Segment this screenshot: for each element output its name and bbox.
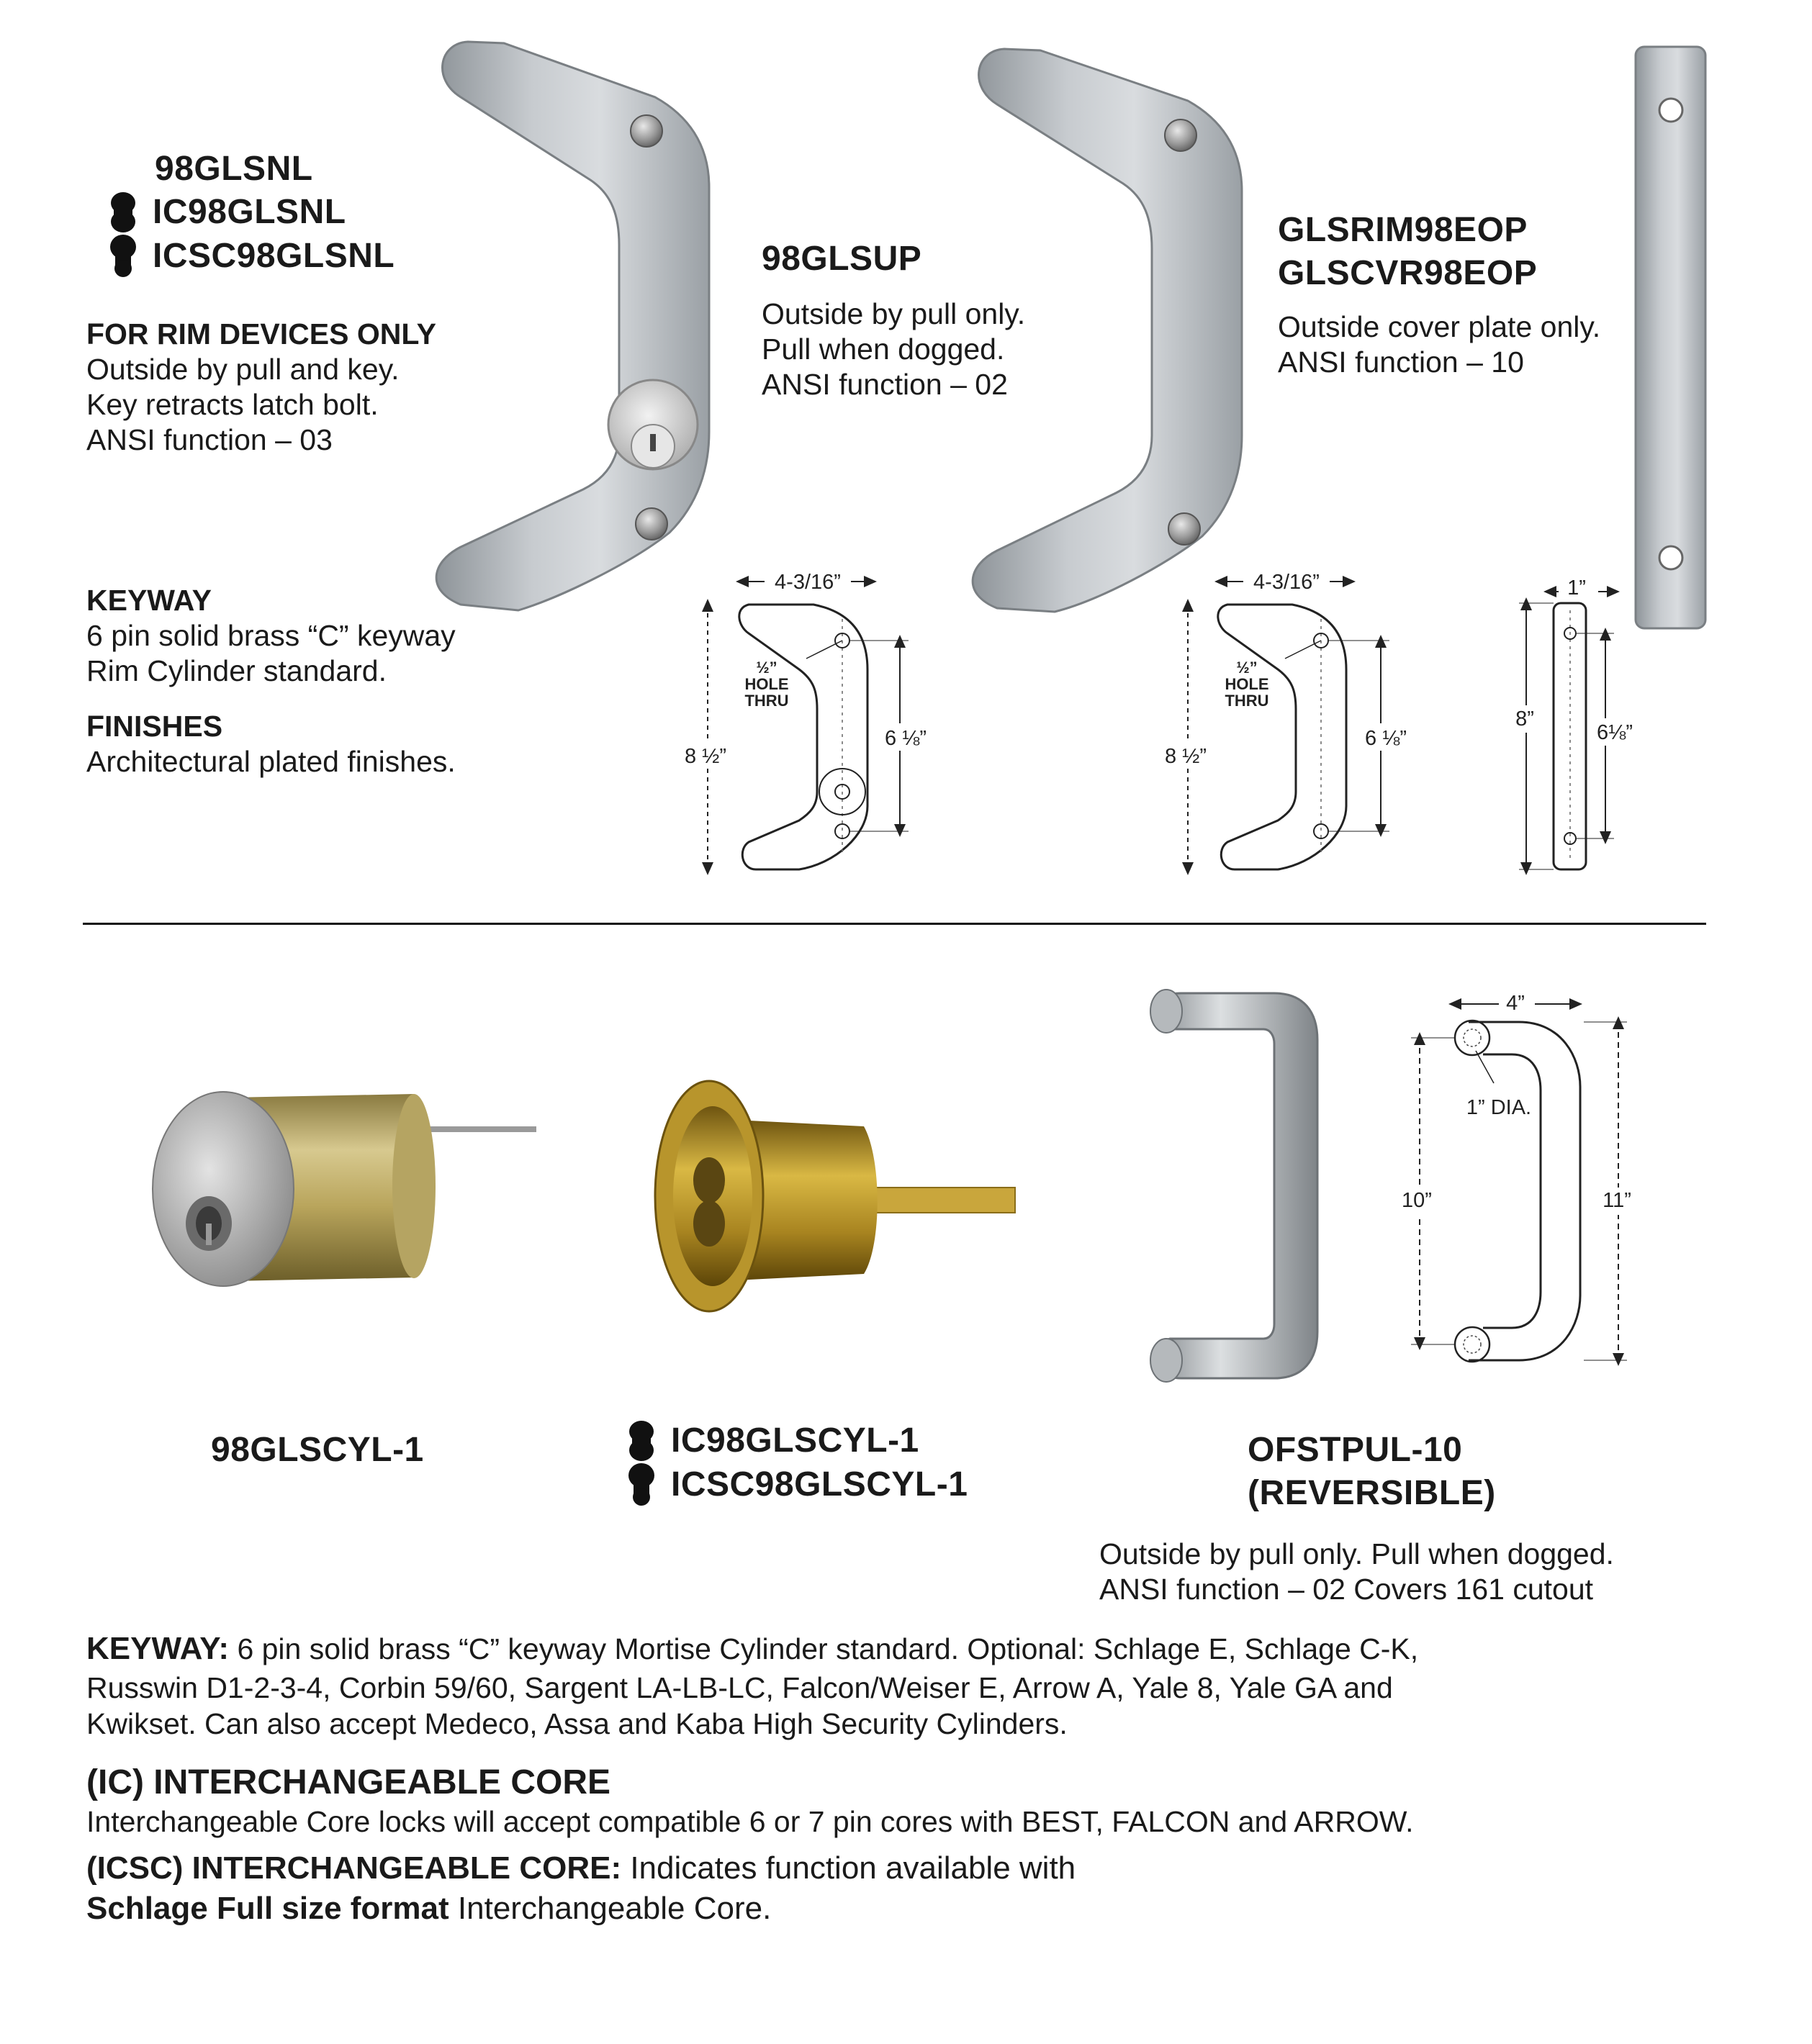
- cover-plate-image: [1636, 47, 1705, 628]
- section-divider: [83, 923, 1706, 925]
- keyway-line-2: Rim Cylinder standard.: [86, 654, 387, 687]
- diagram-2-hole-size: ½”: [1236, 659, 1258, 677]
- pull-plate-keyed-image: [436, 42, 709, 610]
- keyway-line-1: 6 pin solid brass “C” keyway: [86, 619, 456, 652]
- diagram-1-height: 8 ½”: [684, 745, 727, 768]
- bottom-product-illustrations: [0, 964, 1812, 1411]
- model-glsrim98eop: GLSRIM98EOP: [1278, 211, 1528, 249]
- diagram-2-centers: 6 ⅛”: [1364, 727, 1407, 750]
- top-dimension-diagrams: [0, 561, 1812, 885]
- offset-pull-diagram: [1398, 990, 1640, 1362]
- keyway-note: [86, 1628, 1713, 1742]
- keyway-note-label: KEYWAY:: [86, 1631, 230, 1666]
- icsc-note-heading: (ICSC) INTERCHANGEABLE CORE:: [86, 1850, 622, 1886]
- diagram-3-height: 8”: [1515, 707, 1534, 731]
- pull-diagram-centers: 10”: [1402, 1189, 1432, 1212]
- pull-diagram-height: 11”: [1603, 1189, 1631, 1212]
- model-98glsup: 98GLSUP: [762, 240, 922, 278]
- icsc-note-text-2: Interchangeable Core.: [449, 1891, 772, 1926]
- model-icsc98glscyl-1: ICSC98GLSCYL-1: [671, 1465, 968, 1503]
- diagram-1-width: 4-3/16”: [775, 571, 841, 594]
- pull-only-line-2: Pull when dogged.: [762, 333, 1005, 366]
- diagram-1-hole-size: ½”: [756, 659, 777, 677]
- keyway-heading: KEYWAY: [86, 584, 212, 617]
- finishes-heading: FINISHES: [86, 710, 223, 743]
- model-glscvr98eop: GLSCVR98EOP: [1278, 254, 1538, 292]
- pull-diagram-width: 4”: [1506, 992, 1525, 1015]
- diagram-2-width: 4-3/16”: [1253, 571, 1320, 594]
- pull-line-1: Outside by pull only. Pull when dogged.: [1099, 1537, 1614, 1570]
- diagram-1-hole-label: HOLE: [744, 675, 789, 693]
- icsc-note: [86, 1848, 1713, 1929]
- rim-line-1: Outside by pull and key.: [86, 353, 400, 386]
- diagram-3-centers: 6⅛”: [1597, 721, 1633, 744]
- keyway-note-line-3: Kwikset. Can also accept Medeco, Assa and Kaba High Security Cylinders.: [86, 1707, 1068, 1740]
- ic-note: [86, 1762, 1713, 1840]
- pull-line-2: ANSI function – 02 Covers 161 cutout: [1099, 1573, 1594, 1606]
- keyway-note-line-2: Russwin D1-2-3-4, Corbin 59/60, Sargent LA-LB-LC, Falcon/Weiser E, Arrow A, Yale 8, Yale GA and: [86, 1671, 1393, 1704]
- diagram-2-height: 8 ½”: [1164, 745, 1207, 768]
- ic-core-icon-2: [626, 1420, 657, 1462]
- diagram-1-thru-label: THRU: [744, 692, 789, 710]
- rim-cylinder-image: [153, 1092, 536, 1286]
- keyway-note-text: 6 pin solid brass “C” keyway Mortise Cylinder standard. Optional: Schlage E, Schlage C-K,: [229, 1632, 1419, 1665]
- model-ic98glscyl-1: IC98GLSCYL-1: [671, 1421, 919, 1460]
- pull-only-line-3: ANSI function – 02: [762, 368, 1008, 401]
- diagram-2-hole-label: HOLE: [1225, 675, 1269, 693]
- ic-note-text: Interchangeable Core locks will accept compatible 6 or 7 pin cores with BEST, FALCON and ARROW.: [86, 1805, 1414, 1838]
- ic-cylinder-image: [655, 1081, 1015, 1311]
- rim-line-2: Key retracts latch bolt.: [86, 388, 379, 421]
- model-ofstpul-10: OFSTPUL-10: [1248, 1431, 1463, 1469]
- icsc-core-icon-2: [626, 1462, 657, 1507]
- diagram-3-width: 1”: [1567, 576, 1586, 600]
- diagram-1-centers: 6 ⅛”: [884, 727, 927, 750]
- rim-devices-heading: FOR RIM DEVICES ONLY: [86, 317, 436, 351]
- cover-line-2: ANSI function – 10: [1278, 345, 1524, 379]
- pull-only-block: [762, 238, 1136, 402]
- rim-line-3: ANSI function – 03: [86, 423, 333, 456]
- offset-pull-models: [1248, 1429, 1496, 1515]
- model-98glsnl: 98GLSNL: [155, 150, 313, 188]
- dimension-diagram-keyed: [680, 569, 929, 869]
- cover-plate-block: [1278, 209, 1631, 380]
- offset-pull-image: [1150, 990, 1317, 1382]
- icsc-note-bold: Schlage Full size format: [86, 1891, 449, 1926]
- model-98glscyl-1: 98GLSCYL-1: [211, 1431, 424, 1469]
- pull-diagram-dia: 1” DIA.: [1466, 1096, 1532, 1119]
- ic-note-heading: (IC) INTERCHANGEABLE CORE: [86, 1763, 610, 1801]
- model-ic98glsnl: IC98GLSNL: [153, 193, 346, 231]
- pull-only-line-1: Outside by pull only.: [762, 297, 1026, 330]
- dimension-diagram-cover: [1508, 576, 1640, 869]
- ic-cylinder-models: [626, 1419, 968, 1507]
- model-reversible: (REVERSIBLE): [1248, 1474, 1496, 1512]
- cover-line-1: Outside cover plate only.: [1278, 310, 1601, 343]
- diagram-2-thru-label: THRU: [1225, 692, 1269, 710]
- offset-pull-description: [1099, 1537, 1747, 1607]
- dimension-diagram-dummy: [1160, 569, 1409, 869]
- finishes-line-1: Architectural plated finishes.: [86, 745, 456, 778]
- model-icsc98glsnl: ICSC98GLSNL: [153, 237, 395, 275]
- icsc-note-text: Indicates function available with: [621, 1850, 1076, 1886]
